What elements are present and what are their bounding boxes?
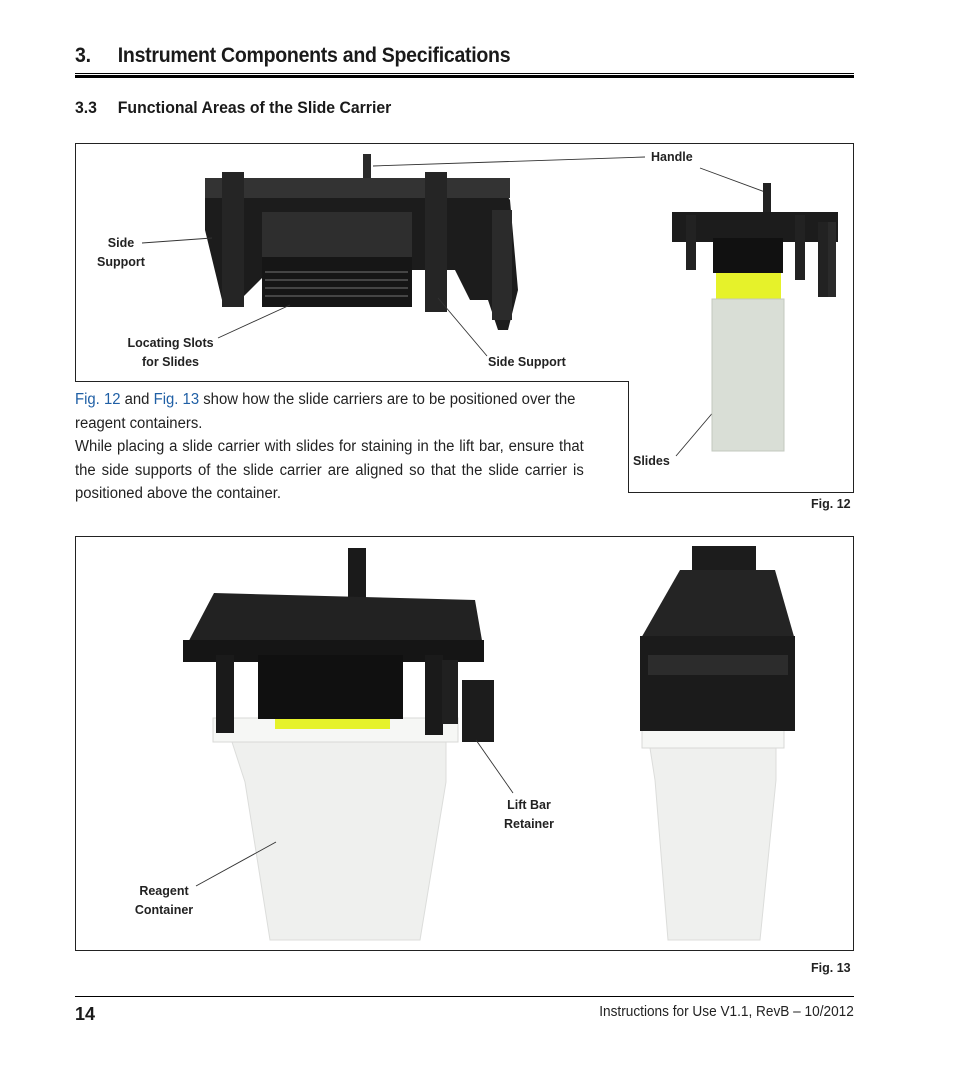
section-title: Instrument Components and Specifications bbox=[117, 44, 511, 67]
label-reagent-container bbox=[126, 882, 202, 920]
label-side-support-right: Side Support bbox=[488, 355, 566, 369]
label-locating-slots bbox=[118, 334, 223, 372]
page-number: 14 bbox=[75, 1004, 96, 1024]
section-number: 3. bbox=[75, 44, 91, 67]
figure-13-caption: Fig. 13 bbox=[811, 961, 851, 975]
label-side-support-left-line2: Support bbox=[97, 255, 145, 269]
label-lift-bar-retainer bbox=[495, 796, 563, 834]
subsection-title: Functional Areas of the Slide Carrier bbox=[117, 98, 392, 117]
label-lift-bar-line2: Retainer bbox=[503, 817, 555, 831]
label-side-support-left-line1: Side bbox=[107, 236, 135, 250]
paragraph-text-1: show how the slide carriers are to be positioned over the reagent containers. bbox=[75, 391, 576, 432]
paragraph-text-2: While placing a slide carrier with slides for staining in the lift bar, ensure that the side supports of the slide carrier are aligned so that the slide carrier is positioned above the container. bbox=[75, 438, 584, 502]
label-reagent-line1: Reagent bbox=[139, 884, 189, 898]
body-paragraph bbox=[75, 388, 584, 506]
label-handle: Handle bbox=[651, 150, 693, 164]
section-heading bbox=[75, 44, 510, 68]
heading-rule bbox=[75, 73, 854, 78]
label-lift-bar-line1: Lift Bar bbox=[507, 798, 551, 812]
footer-rule bbox=[75, 996, 854, 997]
label-locating-slots-line1: Locating Slots bbox=[127, 336, 214, 350]
subsection-number: 3.3 bbox=[75, 98, 97, 117]
label-slides: Slides bbox=[633, 454, 670, 468]
subsection-heading bbox=[75, 98, 391, 118]
paragraph-line-1 bbox=[75, 388, 584, 435]
label-side-support-left bbox=[92, 234, 150, 272]
footer-document-info: Instructions for Use V1.1, RevB – 10/2012 bbox=[599, 1004, 854, 1020]
fig-12-reference-link[interactable]: Fig. 12 bbox=[75, 391, 121, 408]
paragraph-and: and bbox=[120, 391, 154, 408]
fig-13-reference-link[interactable]: Fig. 13 bbox=[153, 391, 200, 408]
label-locating-slots-line2: for Slides bbox=[142, 355, 199, 369]
label-reagent-line2: Container bbox=[134, 903, 194, 917]
figure-12-caption: Fig. 12 bbox=[811, 497, 851, 511]
